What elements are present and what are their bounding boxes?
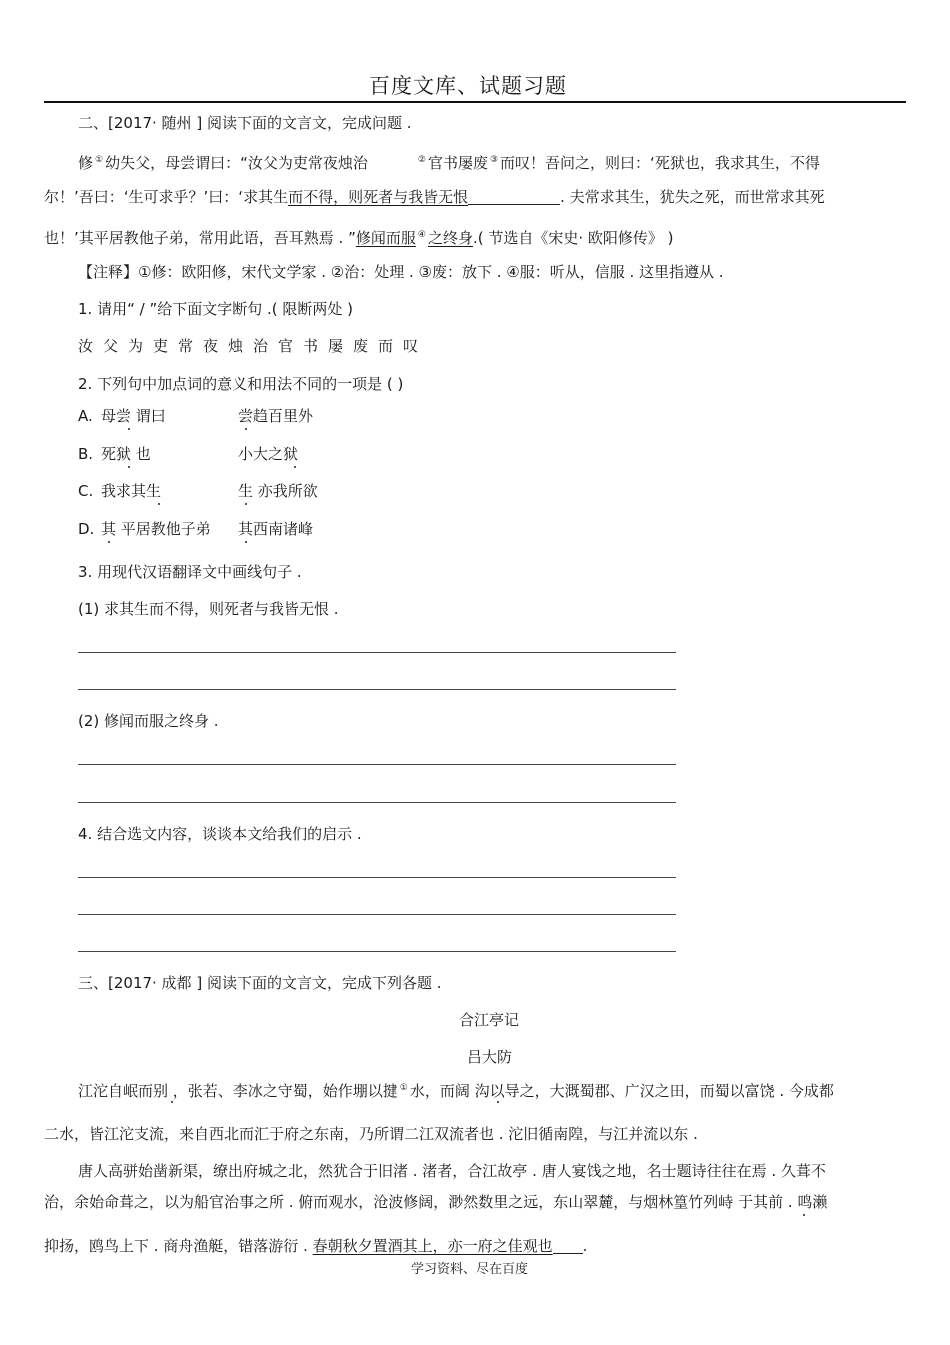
- passage-text: 官书屡废: [427, 154, 488, 172]
- passage-line: [78, 150, 820, 173]
- option-a-label: A.: [78, 407, 93, 425]
- option-c-left: 我求其生: [101, 482, 162, 500]
- emphasis-dot: [158, 503, 160, 505]
- emphasis-dot: [128, 428, 130, 430]
- option-a-left: 母尝 谓曰: [101, 407, 166, 425]
- emphasis-dot: [803, 1214, 805, 1216]
- question-1-title: 1. 请用“ / ”给下面文字断句 .( 限断两处 ): [78, 300, 353, 318]
- underlined-sentence: 之终身: [427, 229, 473, 247]
- answer-line[interactable]: [78, 764, 676, 765]
- question-4-title: 4. 结合选文内容，谈谈本文给我们的启示 .: [78, 825, 362, 843]
- option-d-left: 其 平居教他子弟: [101, 520, 211, 538]
- emphasis-dot: [245, 541, 247, 543]
- passage-text: .( 节选自《宋史· 欧阳修传》 ): [472, 229, 674, 247]
- page-footer: 学习资料、尽在百度: [411, 1262, 529, 1277]
- passage-title: 合江亭记: [459, 1011, 520, 1029]
- passage-line: [44, 1236, 587, 1256]
- emphasis-dot: [245, 503, 247, 505]
- answer-line[interactable]: [78, 652, 676, 653]
- passage-text: 而叹！吾问之，则曰：‘死狱也，我求其生，不得: [500, 154, 820, 172]
- annotation-note: 【注释】①修：欧阳修，宋代文学家 . ②治：处理 . ③废：放下 . ④服：听从，信服 . 这里指遵从 .: [78, 263, 724, 281]
- emphasis-dot: [294, 466, 296, 468]
- passage-text: 尔！’吾曰：‘生可求乎？’曰：‘求其生: [44, 188, 289, 206]
- passage-line: [44, 225, 674, 248]
- passage-line: [44, 187, 825, 207]
- emphasis-dot: [245, 428, 247, 430]
- option-b-right: 小大之狱: [238, 445, 299, 463]
- footnote-marker: ②: [417, 155, 426, 165]
- answer-line[interactable]: [78, 802, 676, 803]
- question-2-title: 2. 下列句中加点词的意义和用法不同的一项是 ( ): [78, 375, 404, 393]
- header-divider: [44, 101, 906, 103]
- answer-line[interactable]: [78, 914, 676, 915]
- question-1-text: 汝父为吏常夜烛治官书屡废而叹: [78, 337, 429, 355]
- footnote-marker: ①: [95, 155, 104, 165]
- footnote-marker: ①: [399, 1083, 408, 1093]
- passage-text: .: [582, 1237, 588, 1255]
- option-d-right: 其西南诸峰: [238, 520, 314, 538]
- passage-text: 抑扬，鸥鸟上下 . 商舟渔艇，错落游衍 .: [44, 1237, 313, 1255]
- emphasis-dot: [108, 541, 110, 543]
- option-d-label: D.: [78, 520, 95, 538]
- passage-text: 江沱自岷而别 ，张若、李冰之守蜀，始作堋以揵: [78, 1082, 398, 1100]
- underlined-sentence: 春朝秋夕置酒其上，亦一府之佳观也: [312, 1237, 553, 1255]
- answer-line[interactable]: [78, 951, 676, 952]
- question-3-1: (1) 求其生而不得，则死者与我皆无恨 .: [78, 600, 339, 618]
- passage-line: [78, 1078, 834, 1101]
- question-3-2: (2) 修闻而服之终身 .: [78, 712, 219, 730]
- passage-line: 唐人高骈始凿新渠，缭出府城之北，然犹合于旧渚 . 渚者，合江故亭 . 唐人宴饯之地，名士题诗往往在焉 . 久葺不: [78, 1162, 826, 1180]
- answer-line[interactable]: [78, 689, 676, 690]
- emphasis-dot: [171, 1101, 173, 1103]
- question-3-title: 3. 用现代汉语翻译文中画线句子 .: [78, 563, 302, 581]
- passage-text: 修: [78, 154, 94, 172]
- option-c-label: C.: [78, 482, 94, 500]
- option-c-right: 生 亦我所欲: [238, 482, 318, 500]
- footnote-marker: ④: [417, 230, 426, 240]
- option-a-right: 尝趋百里外: [238, 407, 314, 425]
- option-b-left: 死狱 也: [101, 445, 151, 463]
- emphasis-dot: [497, 1101, 499, 1103]
- underlined-sentence: 修闻而服: [355, 229, 416, 247]
- emphasis-dot: [128, 466, 130, 468]
- passage-author: 吕大防: [467, 1048, 513, 1066]
- passage-text: 水，而阔 沟以导之，大溉蜀郡、广汉之田，而蜀以富饶 . 今成都: [409, 1082, 834, 1100]
- passage-line: 治，余始命葺之，以为船官治事之所 . 俯而观水，沧波修阔，渺然数里之远，东山翠麓，与烟林篁竹列峙 于其前 . 鸣濑: [44, 1193, 828, 1211]
- underlined-sentence: 而不得，则死者与我皆无恨: [288, 188, 469, 206]
- section-3-heading: 三、[2017· 成都 ] 阅读下面的文言文，完成下列各题 .: [78, 974, 442, 992]
- passage-line: 二水，皆江沱支流，来自西北而汇于府之东南，乃所谓二江双流者也 . 沱旧循南隍，与江并流以东 .: [44, 1125, 698, 1143]
- passage-text: 幼失父，母尝谓曰：“汝父为吏常夜烛治: [105, 154, 368, 172]
- option-b-label: B.: [78, 445, 94, 463]
- section-2-heading: 二、[2017· 随州 ] 阅读下面的文言文，完成问题 .: [78, 114, 412, 132]
- passage-text: 也！’其平居教他子弟，常用此语，吾耳熟焉 . ”: [44, 229, 356, 247]
- page-title: 百度文库、试题习题: [369, 74, 567, 98]
- passage-text: . 夫常求其生，犹失之死，而世常求其死: [560, 188, 825, 206]
- footnote-marker: ③: [489, 155, 499, 165]
- answer-line[interactable]: [78, 877, 676, 878]
